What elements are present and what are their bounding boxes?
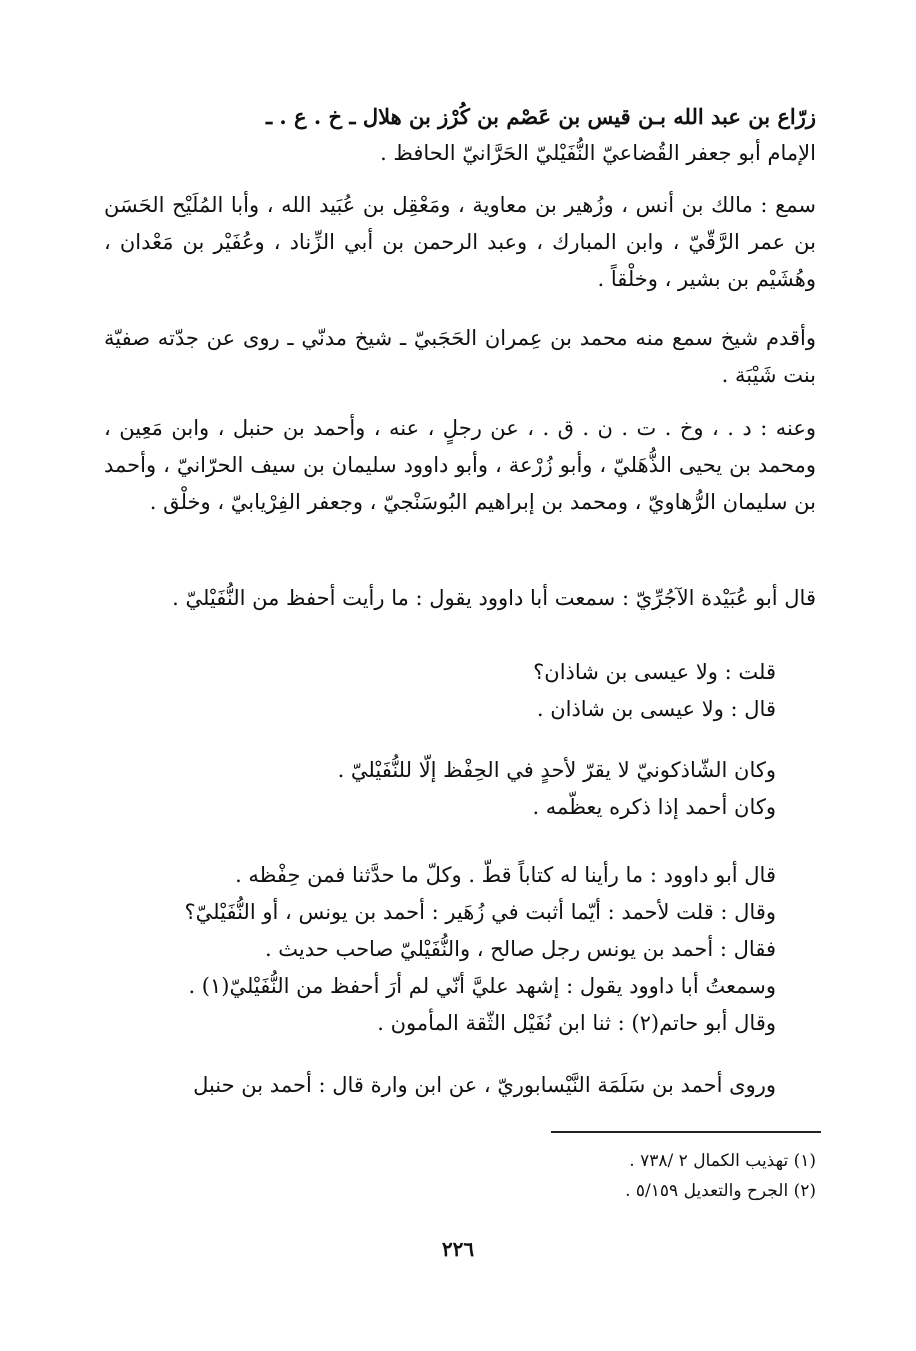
text-line: فقال : أحمد بن يونس رجل صالح ، والنُّفَيْليّ صاحب حديث . <box>264 937 776 961</box>
paragraph-ajurri-quote: قال أبو عُبَيْدة الآجُرِّيّ : سمعت أبا داوود يقول : ما رأيت أحفظ من النُّفَيْليّ . <box>172 586 816 610</box>
text-line: وكان أحمد إذا ذكره يعظّمه . <box>532 795 776 819</box>
dialogue-line: قلت : ولا عيسى بن شاذان؟ <box>533 660 776 684</box>
footnote-1: (١) تهذيب الكمال ٢ /٧٣٨ . <box>629 1151 816 1171</box>
shadhakuni-block <box>104 752 816 826</box>
text-line: وروى أحمد بن سَلَمَة النَّيْسابوريّ ، عن ابن وارة قال : أحمد بن حنبل <box>193 1073 776 1097</box>
page-number: ٢٢٦ <box>441 1237 475 1261</box>
paragraph-teachers: سمع : مالك بن أنس ، وزُهير بن معاوية ، ومَعْقِل بن عُبَيد الله ، وأبا المُلَيْح الحَسَن بن عمر الرَّقّيّ ، وابن المبارك ، وعبد الرحمن بن أبي الزِّناد ، وعُفَيْر بن مَعْدان ، وهُشَيْم بن بشير ، وخلْقاً . <box>104 193 816 291</box>
dialogue-block <box>104 654 816 728</box>
dialogue-line: قال : ولا عيسى بن شاذان . <box>536 697 776 721</box>
footnote-separator <box>551 1131 821 1133</box>
paragraph-students: وعنه : د . ، وخ . ت . ن . ق . ، عن رجلٍ ، عنه ، وأحمد بن حنبل ، وابن مَعِين ، ومحمد بن يحيى الذُّهَليّ ، وأبو زُرْعة ، وأبو داوود سليمان بن سيف الحرّانيّ ، وأحمد بن سليمان الرُّهاويّ ، ومحمد بن إبراهيم البُوسَنْجيّ ، وجعفر الفِرْيابيّ ، وخلْق . <box>104 416 816 514</box>
text-line: وقال : قلت لأحمد : أيّما أثبت في زُهَير : أحمد بن يونس ، أو النُّفَيْليّ؟ <box>184 900 776 924</box>
text-line: وسمعتُ أبا داوود يقول : إشهد عليَّ أنّي لم أرَ أحفظ من النُّفَيْليّ(١) . <box>188 974 776 998</box>
entry-subtitle: الإمام أبو جعفر القُضاعيّ النُّفَيْليّ الحَرَّانيّ الحافظ . <box>380 141 816 165</box>
entry-title: زرّاع بن عبد الله بـن قيس بن عَصْم بن كُرْز بن هلال ـ خ . ع . ـ <box>265 104 816 129</box>
text-line: وكان الشّاذكونيّ لا يقرّ لأحدٍ في الحِفْظ إلّا للنُّفَيْليّ . <box>337 758 776 782</box>
abu-dawud-block <box>104 857 816 1042</box>
paragraph-oldest-teacher: وأقدم شيخ سمع منه محمد بن عِمران الحَجَبيّ ـ شيخ مدنّي ـ روى عن جدّته صفيّة بنت شَيْبَة . <box>104 326 816 387</box>
text-line: وقال أبو حاتم(٢) : ثنا ابن نُفَيْل الثّقة المأمون . <box>377 1011 776 1035</box>
footnote-2: (٢) الجرح والتعديل ٥/١٥٩ . <box>625 1181 816 1201</box>
text-line: قال أبو داوود : ما رأينا له كتاباً قطّ . وكلّ ما حدَّثنا فمن حِفْظه . <box>235 863 776 887</box>
footnotes <box>104 1146 816 1206</box>
paragraph-ibn-wara <box>104 1067 816 1104</box>
entry-heading <box>104 98 816 172</box>
